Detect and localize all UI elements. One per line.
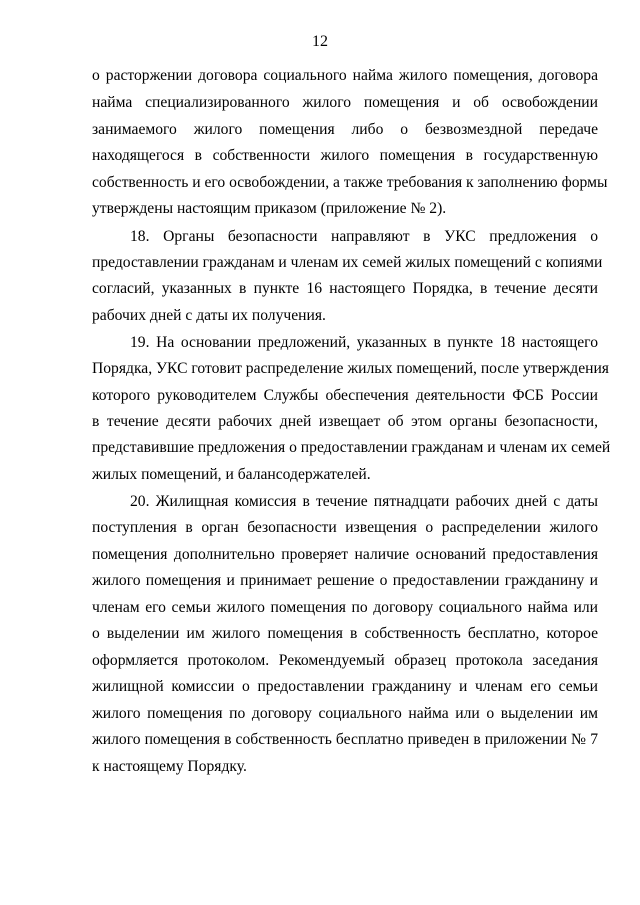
text-line: поступления в орган безопасности извещения о распределении жилого xyxy=(92,519,598,536)
text-line: членам его семьи жилого помещения по договору социального найма или xyxy=(92,599,598,616)
text-line: помещения дополнительно проверяет наличие оснований предоставления xyxy=(92,546,598,563)
text-line: жилого помещения по договору социального найма или о выделении им xyxy=(92,705,598,722)
text-line: которого руководителем Службы обеспечения деятельности ФСБ России xyxy=(92,387,598,404)
text-line: о расторжении договора социального найма жилого помещения, договора xyxy=(92,67,598,84)
text-line: о выделении им жилого помещения в собственность бесплатно, которое xyxy=(92,625,598,642)
text-line: рабочих дней с даты их получения. xyxy=(92,307,326,324)
text-line: Порядка, УКС готовит распределение жилых помещений, после утверждения xyxy=(92,360,609,377)
text-line: представившие предложения о предоставлении гражданам и членам их семей xyxy=(92,439,611,456)
page-number: 12 xyxy=(312,33,328,50)
text-line: утверждены настоящим приказом (приложение № 2). xyxy=(92,200,447,217)
text-line: оформляется протоколом. Рекомендуемый образец протокола заседания xyxy=(92,652,598,669)
text-line: согласий, указанных в пункте 16 настоящего Порядка, в течение десяти xyxy=(92,280,598,297)
text-line: жилого помещения и принимает решение о предоставлении гражданину и xyxy=(92,572,598,589)
text-line: находящегося в собственности жилого помещения в государственную xyxy=(92,147,598,164)
text-line: 18. Органы безопасности направляют в УКС предложения о xyxy=(130,228,598,245)
text-line: собственность и его освобождении, а также требования к заполнению формы xyxy=(92,174,608,191)
text-line: 20. Жилищная комиссия в течение пятнадцати рабочих дней с даты xyxy=(130,493,598,510)
text-line: предоставлении гражданам и членам их семей жилых помещений с копиями xyxy=(92,254,603,271)
text-line: к настоящему Порядку. xyxy=(92,758,247,775)
text-line: жилых помещений, и балансодержателей. xyxy=(92,466,371,483)
text-line: жилого помещения в собственность бесплатно приведен в приложении № 7 xyxy=(92,731,598,748)
text-line: в течение десяти рабочих дней извещает об этом органы безопасности, xyxy=(92,413,598,430)
text-line: найма специализированного жилого помещения и об освобождении xyxy=(92,94,598,111)
text-line: 19. На основании предложений, указанных в пункте 18 настоящего xyxy=(130,334,598,351)
text-line: занимаемого жилого помещения либо о безвозмездной передаче xyxy=(92,121,598,138)
text-line: жилищной комиссии о предоставлении гражданину и членам его семьи xyxy=(92,678,598,695)
